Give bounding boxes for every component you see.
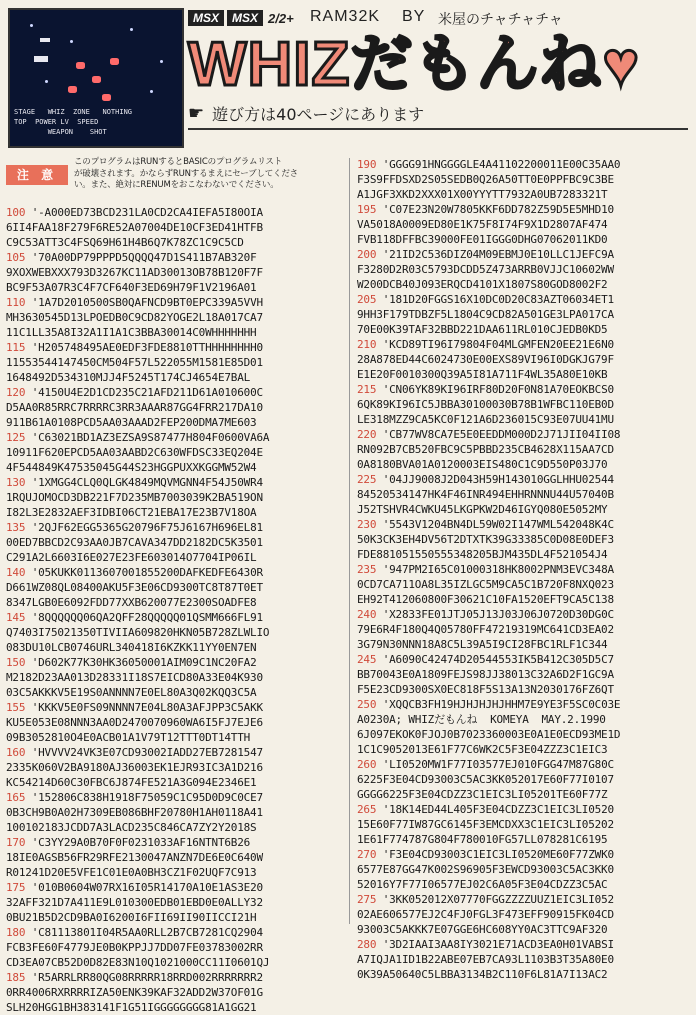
listing-line: 11553544147450CM504F57L522055M1581E85D01	[6, 356, 263, 369]
line-code: '8QQQQQQ06QA2QFF28QQQQQ01QSMM666FL91	[31, 611, 263, 624]
listing-line: 0A8180BVA01A0120003EIS480C1C9D550P03J70	[357, 458, 608, 471]
notice-line: い。また、絶対にRENUMをおこなわないでください。	[74, 180, 279, 190]
listing-line: BC9F53A07R3C4F7CF640F3ED69H79F1V2196A01	[6, 281, 257, 294]
listing-line: 0BU21B5D2CD9BA0I6200I6FII69II90IICCI21H	[6, 911, 257, 924]
listing-line: 79E6R4F180Q4Q05780FF47219319MC641CD3EA02	[357, 623, 614, 636]
listing-line: KC54214D60C30FBC6J874FE521A3G094E2346E1	[6, 776, 257, 789]
line-code: '4150U4E2D1CD235C21AFD211D61A010600C	[31, 386, 263, 399]
notice-line: このプログラムはRUNするとBASICのプログラムリスト	[74, 157, 283, 167]
listing-line	[6, 250, 344, 265]
line-code: 'C63021BD1AZ3EZSA9S87477H804F0600VA6A	[31, 431, 270, 444]
line-code: '70A00DP79PPPD5QQQQ47D1S411B7AB320F	[31, 251, 257, 264]
line-number: 105	[6, 251, 32, 264]
line-code: 'D602K77K30HK36050001AIM09C1NC20FA2	[31, 656, 257, 669]
line-code: 'HVVVV24VK3E07CD93002IADD27EB7281547	[31, 746, 263, 759]
listing-line	[6, 430, 344, 445]
listing-line: Q7403I75021350TIVIIA609820HKN05B728ZLWLIO	[6, 626, 270, 639]
listing-line	[6, 340, 344, 355]
listing-line: 93003C5AKKK7E07GGE6HC608YY0AC3TTC9AF320	[357, 923, 608, 936]
listing-line: 9XOXWEBXXX793D3267KC11AD30013OB78B120F7F	[6, 266, 263, 279]
listing-line	[357, 247, 690, 262]
listing-line: 6225F3E04CD93003C5AC3KK052017E60F77I0107	[357, 773, 614, 786]
line-code: '5543V1204BN4DL59W02I147WML542048K4C	[382, 518, 614, 531]
listing-line	[6, 745, 344, 760]
listing-line: FDE881051550555348205BJM435DL4F521054J4	[357, 548, 608, 561]
line-number: 250	[357, 698, 383, 711]
by-label: BY	[402, 8, 426, 25]
line-number: 115	[6, 341, 32, 354]
line-code: '1A7D2010500SB0QAFNCD9BT0EPC339A5VVH	[31, 296, 263, 309]
line-number: 170	[6, 836, 32, 849]
notice-text	[74, 157, 298, 203]
line-number: 175	[6, 881, 32, 894]
notice-label: 注 意	[6, 165, 68, 185]
listing-line: F3280D2R03C5793DCDD5Z473ARRB0VJJC10602WW	[357, 263, 614, 276]
line-code: '05KUKK0113607001855200DAFKEDFE6430R	[31, 566, 263, 579]
line-code: 'F3E04CD93003C1EIC3LI0520ME60F77ZWK0	[382, 848, 614, 861]
listing-line: SLH20HGG1BH383141F1G51IGGGGGGGG81A1GG21	[6, 1001, 257, 1014]
listing-line: 10911F620EPCD5AA03AABD2C630WFDSC33EQ204E	[6, 446, 263, 459]
listing-line: F3S9FFDSXD2S05SEDB0Q26A50TT0E0PPFBC9C3BE	[357, 173, 614, 186]
line-code: '947PM2I65C01000318HK8002PNM3EVC348A	[382, 563, 614, 576]
program-title: WHIZだもんね♥	[188, 30, 641, 99]
article-header	[0, 0, 696, 152]
platform-badges	[188, 10, 294, 26]
line-code: '1XMGG4CLQ0QLGK4849MQVMGNN4F54J50WR4	[31, 476, 263, 489]
line-code: 'CN06YK89KI96IRF80D20F0N81A70EOKBCS0	[382, 383, 614, 396]
listing-line: 09B3052810O4E0ACB01A1V79T12TTT0DT14TTH	[6, 731, 251, 744]
listing-line	[6, 475, 344, 490]
listing-line: FVB118DFFBC39000FE01IGGG0DHG07062011KD0	[357, 233, 608, 246]
listing-line	[6, 205, 344, 220]
thumbnail-hud-line-2: TOP POWER LV SPEED	[14, 118, 99, 126]
line-number: 210	[357, 338, 383, 351]
listing-line	[357, 937, 690, 952]
line-code: '3KK052012X07770FGGZZZZUUZ1EIC3LI052	[382, 893, 614, 906]
listing-line	[6, 295, 344, 310]
listing-line	[357, 697, 690, 712]
line-number: 260	[357, 758, 383, 771]
line-code: '2QJF62EGG5365G20796F75J6167H696EL81	[31, 521, 263, 534]
listing-line: 6II4FAA18F279F6RE52A07004DE10CF3ED41HTFB	[6, 221, 263, 234]
listing-line: A0230A; WHIZだもんね KOMEYA MAY.2.1990	[357, 713, 606, 726]
listing-line	[357, 847, 690, 862]
listing-line: 02AE606577EJ2C4FJ0FGL3F473EFF90915FK04CD	[357, 908, 614, 921]
line-code: 'KCD89TI96I79804F04MLGMFEN20EE21E6N0	[382, 338, 614, 351]
listing-line: KU5E053E08NNN3AA0D2470070960WA6I5FJ7EJE6	[6, 716, 263, 729]
listing-line: 18IE0AGSB56FR29RFE2130047ANZN7DE6E0C640W	[6, 851, 263, 864]
msx-badge: MSX	[188, 10, 224, 26]
line-number: 125	[6, 431, 32, 444]
line-code: '010B0604W07RX16I05R14170A10E1AS3E20	[31, 881, 263, 894]
author-name: 米屋のチャチャチャ	[438, 12, 563, 28]
listing-line	[357, 157, 690, 172]
listing-line: MH3630545D13LPOEDB0C9CD82YOGE2L18A017CA7	[6, 311, 263, 324]
listing-line: LE318MZZ9CA5KC0F121A6D236015C93E07UU41MU	[357, 413, 614, 426]
listing-line: 15E60F77IW87GC6145F3EMCDXX3C1EIC3LI05202	[357, 818, 614, 831]
line-number: 120	[6, 386, 32, 399]
line-number: 245	[357, 653, 383, 666]
thumbnail-hud-line-3: WEAPON SHOT	[14, 128, 107, 136]
line-number: 165	[6, 791, 32, 804]
line-code: 'GGGG91HNGGGGLE4A41102200011E00C35AA0	[382, 158, 621, 171]
listing-line: 100102183JCDD7A3LACD235C846CA7ZY2Y2018S	[6, 821, 257, 834]
listing-line	[357, 802, 690, 817]
listing-line: 6577E87GG47K002S96905F3EWCD93003C5AC3KK0	[357, 863, 614, 876]
line-code: '-A000ED73BCD231LA0CD2CA4IEFA5I80OIA	[31, 206, 263, 219]
line-code: 'KKKV5E0FS09NNNN7E04L80A3AFJPP3C5AKK	[31, 701, 263, 714]
listing-line: 84520534147HK4F46INR494EHHRNNNU44U57040B	[357, 488, 614, 501]
listing-line: D5AA0R85RRC7RRRRC3RR3AAAR87GG4FRR217DA10	[6, 401, 263, 414]
listing-line: 3G79N30NNN18A8C5L39A5I9CI28FBC1RLF1C344	[357, 638, 608, 651]
line-number: 215	[357, 383, 383, 396]
line-code: 'C81113801I04R5AA0RLL2B7CB7281CQ2904	[31, 926, 263, 939]
listing-line: 9HH3F179TDBZF5L1804C9CD82A501GE3LPA017CA	[357, 308, 614, 321]
listing-line	[6, 880, 344, 895]
line-code: 'C07E23N20W7805KKF6DD782Z59D5E5MHD10	[382, 203, 614, 216]
msx2-badge: MSX	[227, 10, 263, 26]
listing-line	[6, 520, 344, 535]
line-code: 'LI0520MW1F77I03577EJ010FGG47M87G80C	[382, 758, 614, 771]
line-number: 230	[357, 518, 383, 531]
line-number: 190	[357, 158, 383, 171]
line-code: 'CB77WV8CA7E5E0EEDDM000D2J71JII04II08	[382, 428, 621, 441]
line-code: '181D20FGGS16X10DC0D20C83AZT06034ET1	[382, 293, 614, 306]
line-number: 130	[6, 476, 32, 489]
line-code: 'X2833FE01JTJ05J13J03J06J0720D30DG0C	[382, 608, 614, 621]
listing-line: A7IQJA1ID1B22ABE07EB7CA93L1103B3T35A80E0	[357, 953, 614, 966]
listing-line	[357, 202, 690, 217]
listing-line	[357, 427, 690, 442]
listing-line: 8347LGB0E6092FDD77XXB620077E2300SOADFE8	[6, 596, 257, 609]
listing-line: 0K39A50640C5LBBA3134B2C110F6L81A7I13AC2	[357, 968, 608, 981]
listing-line: 03C5AKKKV5E19S0ANNNN7E0EL80A3Q02KQQ3C5A	[6, 686, 257, 699]
thumbnail-hud-line-1: STAGE WHIZ ZONE NOTHING	[14, 108, 133, 116]
listing-line	[357, 382, 690, 397]
line-number: 195	[357, 203, 383, 216]
line-number: 205	[357, 293, 383, 306]
pointing-hand-icon: ☛	[188, 102, 205, 124]
line-code: '21ID2C536DIZ04M09EBMJ0E10LLC1JEFC9A	[382, 248, 614, 261]
listing-line: E1E20F0010300Q39A5I81A711F4WL35A80E10KB	[357, 368, 608, 381]
listing-line: 1C1C9052013E61F77C6WK2C5F3E04ZZZ3C1EIC3	[357, 743, 608, 756]
line-code: 'XQQCB3FH19HJHJHJHJHHM7E9YE3F5SC0C03E	[382, 698, 621, 711]
listing-line: FCB3FE60F4779JE0B0KPPJJ7DD07FE03783002RR	[6, 941, 263, 954]
listing-line: C291A2L6603I6E027E23FE603014O7704IP06IL	[6, 551, 257, 564]
line-number: 100	[6, 206, 32, 219]
listing-line: I82L3E2832AEF3IDBI06CT21EBA17E23B7V18OA	[6, 506, 257, 519]
listing-line: R01241D20E5VFE1C01E0A0BH3CZ1F02UQF7C913	[6, 866, 257, 879]
ram-requirement: RAM32K	[310, 8, 381, 25]
listing-line	[6, 610, 344, 625]
listing-line: 70E00K39TAF32BBD221DAA611RL010CJEDB0KD5	[357, 323, 608, 336]
listing-line: M2182D23AA013D28331I18S7EICD80A33E04K930	[6, 671, 263, 684]
listing-line: 2335K060V2BA9180AJ36003EK1EJR93IC3A1D216	[6, 761, 263, 774]
listing-line: D661WZ08QL08400AKU5F3E06CD9300TC8T87T0ET	[6, 581, 263, 594]
listing-line: C9C53ATT3C4FSQ69H61H4B6Q7K78ZC1C9C5CD	[6, 236, 244, 249]
line-code: '3D2IAAI3AA8IY3021E71ACD3EA0H01VABSI	[382, 938, 614, 951]
listing-line: BB70043E0A1809FEJS98JJ38013C32A6D2F1GC9A	[357, 668, 614, 681]
listing-lines-right	[357, 157, 690, 982]
listing-line: 28A878ED44C6024730E00EXS89VI96I0DGKJG79F	[357, 353, 614, 366]
line-code: 'R5ARRLRR80QG08RRRRR18RRD002RRRRRRR2	[31, 971, 263, 984]
listing-line	[357, 892, 690, 907]
listing-line: 1648492D534310MJJ4F5245T174CJ4654E7BAL	[6, 371, 251, 384]
line-number: 185	[6, 971, 32, 984]
line-code: 'A6090C42474D20544553IK5B412C305D5C7	[382, 653, 614, 666]
msx-version: 2/2+	[268, 10, 294, 26]
line-code: 'C3YY29A0B70F0F0231033AF16NTNT6B26	[31, 836, 251, 849]
listing-line: 911B61A0108PCD5AA03AAAD2FEP200DMA7ME603	[6, 416, 257, 429]
line-number: 145	[6, 611, 32, 624]
listing-line	[6, 385, 344, 400]
line-number: 220	[357, 428, 383, 441]
line-number: 135	[6, 521, 32, 534]
listing-line	[6, 835, 344, 850]
listing-line	[6, 700, 344, 715]
line-number: 280	[357, 938, 383, 951]
line-number: 235	[357, 563, 383, 576]
listing-line: 6J097EKOK0FJOJ0B7023360003E0A1E0ECD93ME1D	[357, 728, 621, 741]
listing-line: 11C1LL35A8I32A1I1A1C3BBA30014C0WHHHHHHH	[6, 326, 257, 339]
listing-line	[357, 337, 690, 352]
header-rule	[188, 128, 688, 130]
listing-line: 0CD7CA711OA8L35IZLGC5M9CA5C1B720F8NXQ023	[357, 578, 614, 591]
listing-line	[6, 790, 344, 805]
listing-line: 50K3CK3EH4DV56T2DTXTK39G33385C0D08E0DEF3	[357, 533, 614, 546]
line-number: 155	[6, 701, 32, 714]
listing-line: 0RR4006RXRRRRIZA50ENK39KAF32ADD2W37OF01G	[6, 986, 263, 999]
line-number: 225	[357, 473, 383, 486]
listing-line: W200DCB40J093ERQCD4101X1807S80GOD8002F2	[357, 278, 608, 291]
listing-line: 1RQUJOMOCD3DB221F7D235MB7003039K2BA519ON	[6, 491, 263, 504]
listing-line	[357, 607, 690, 622]
listing-line: 52016Y7F77I06577EJ02C6A05F3E04CDZZ3C5AC	[357, 878, 608, 891]
line-number: 140	[6, 566, 32, 579]
listing-line	[357, 292, 690, 307]
line-code: '152806C838H1918F75059C1C95D0D9C0CE7	[31, 791, 263, 804]
instructions-page-note: 遊び方は40ページにあります	[212, 104, 425, 124]
listing-line: EH92T412060800F30621C10FA1520EFT9CA5C138	[357, 593, 614, 606]
listing-line	[357, 472, 690, 487]
listing-line	[357, 562, 690, 577]
listing-line: 1E61F774787G804F780010FG57LL078281C6195	[357, 833, 608, 846]
listing-line	[357, 757, 690, 772]
listing-line: 00ED7BBCD2C93AA0JB7CAVA347DD2182DC5K3501	[6, 536, 263, 549]
line-number: 160	[6, 746, 32, 759]
line-number: 240	[357, 608, 383, 621]
game-screenshot-thumbnail	[8, 8, 184, 148]
line-number: 150	[6, 656, 32, 669]
listing-line: A1JGF3XKD2XXX01X00YYYTT7932A0UB7283321T	[357, 188, 608, 201]
listing-line: 32AFF321D7A411E9L010300EDB01EBD0E0ALLY32	[6, 896, 263, 909]
listing-line: CD3EA07CB52D0D82E83N10Q1021000CC11I0601QJ	[6, 956, 270, 969]
column-divider	[349, 158, 350, 924]
listing-line	[6, 565, 344, 580]
listing-line: RN092B7CB520FBC9C5PBBD235CB4628X115AA7CD	[357, 443, 614, 456]
listing-line	[6, 970, 344, 985]
notice-line: が破壊されます。かならずRUNするまえにセーブしてくださ	[74, 168, 298, 179]
listing-column-right	[357, 157, 690, 981]
line-code: 'H205748495AE0EDF3FDE8810TTHHHHHHHH0	[31, 341, 263, 354]
listing-line	[357, 517, 690, 532]
listing-lines-left	[6, 205, 344, 1015]
line-code: '04JJ9008J2D043H59H143010GGLHHU02544	[382, 473, 614, 486]
listing-line: F5E23CD9300SX0EC818F5S13A13N2030176FZ6QT	[357, 683, 614, 696]
listing-line: VA5018A0009ED80E1K75F8I74F9X1D2807AF474	[357, 218, 608, 231]
listing-line: 6QK89KI96IC5JBBA30100030B78B1WFBC110EB0D	[357, 398, 614, 411]
listing-line: GGGG6225F3E04CDZZ3C1EIC3LI05201TE60F77Z	[357, 788, 608, 801]
subtitle-row	[188, 100, 688, 126]
listing-line: 4F544849K47535045G44S23HGGPUXXKGGMW52W4	[6, 461, 257, 474]
listing-line	[6, 925, 344, 940]
line-number: 270	[357, 848, 383, 861]
line-number: 110	[6, 296, 32, 309]
line-number: 180	[6, 926, 32, 939]
listing-column-left	[6, 157, 344, 1014]
line-number: 200	[357, 248, 383, 261]
notice-box	[6, 157, 344, 203]
line-number: 265	[357, 803, 383, 816]
listing-line: 083DU10LCB0746URL340418I6KZKK11YY0EN7EN	[6, 641, 257, 654]
listing-line: 0B3CH9B0A02H7309EB086BHF20780H1AH0118A41	[6, 806, 263, 819]
line-code: '18K14ED44L405F3E04CDZZ3C1EIC3LI0520	[382, 803, 614, 816]
listing-line	[6, 655, 344, 670]
listing-line: J52TSHVR4CWKU45LKGPKW2D46IGYQ080E5052MY	[357, 503, 608, 516]
listing-line	[357, 652, 690, 667]
line-number: 275	[357, 893, 383, 906]
